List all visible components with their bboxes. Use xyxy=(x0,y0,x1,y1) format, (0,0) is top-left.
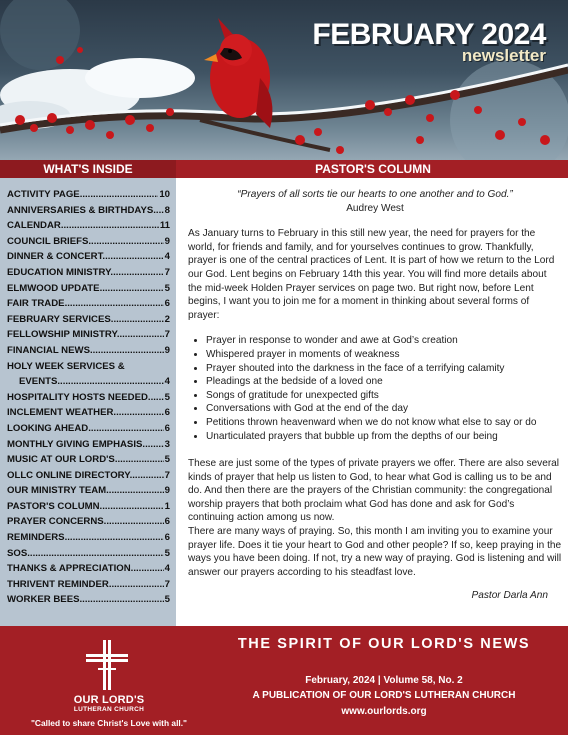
toc-item[interactable]: ACTIVITY PAGE ..... 10 xyxy=(7,187,170,203)
toc-item[interactable]: MONTHLY GIVING EMPHASIS ..... 3 xyxy=(7,437,170,453)
toc-item[interactable]: OUR MINISTRY TEAM ..... 9 xyxy=(7,483,170,499)
masthead-subtitle: newsletter xyxy=(461,46,546,65)
pastors-column xyxy=(188,188,562,603)
toc-item[interactable]: MUSIC AT OUR LORD'S ..... 5 xyxy=(7,452,170,468)
toc-item[interactable]: SOS ..... 5 xyxy=(7,546,170,562)
logo-motto: "Called to share Christ's Love with all." xyxy=(30,718,188,728)
logo-subtitle: LUTHERAN CHURCH xyxy=(73,706,145,713)
column-paragraph: As January turns to February in this still new year, the need for prayers for the world, for friends and family, and for yourselves continues to grow. Thankfully, prayer is one of the central practices of Lent. It is part of how we return to the Lord our God. Lent begins on February 14th this year. You will find more details about the mid-week Holden Prayer services on page two. But right now, before Lent begins, I want you to join me for a moment in thinking about several forms of prayer: xyxy=(188,228,555,321)
toc-item[interactable]: COUNCIL BRIEFS ..... 9 xyxy=(7,234,170,250)
toc-item[interactable]: LOOKING AHEAD ..... 6 xyxy=(7,421,170,437)
table-of-contents xyxy=(0,178,176,626)
list-item: • Unarticulated prayers that bubble up from the depths of our being xyxy=(206,430,562,444)
newsletter-title: THE SPIRIT OF OUR LORD'S NEWS xyxy=(237,636,531,652)
list-item: • Whispered prayer in moments of weakness xyxy=(206,348,562,362)
whats-inside-heading: WHAT'S INSIDE xyxy=(0,160,176,178)
toc-item[interactable]: PRAYER CONCERNS ..... 6 xyxy=(7,514,170,530)
list-item: • Conversations with God at the end of the day xyxy=(206,402,562,416)
list-item: • Petitions thrown heavenward when we do not know what else to say or do xyxy=(206,416,562,430)
column-paragraph: There are many ways of praying. So, this month I am inviting you to examine your prayer life. Does it tie your heart to God and other people? If so, keep praying in the ways you have been doing. If not, try a new way of praying. God is listening and will answer our prayers according to his steadfast love. xyxy=(188,526,562,578)
footer xyxy=(0,626,568,735)
toc-item[interactable]: FELLOWSHIP MINISTRY ..... 7 xyxy=(7,327,170,343)
list-item: • Songs of gratitude for unexpected gifts xyxy=(206,389,562,403)
toc-item[interactable]: PASTOR'S COLUMN ..... 1 xyxy=(7,499,170,515)
church-logo xyxy=(16,636,202,732)
toc-item[interactable]: ANNIVERSARIES & BIRTHDAYS ..... 8 xyxy=(7,203,170,219)
list-item: • Prayer shouted into the darkness in the face of a terrifying calamity xyxy=(206,362,562,376)
toc-item[interactable]: EDUCATION MINISTRY ..... 7 xyxy=(7,265,170,281)
list-item: • Pleadings at the bedside of a loved one xyxy=(206,375,562,389)
toc-item[interactable]: FAIR TRADE ..... 6 xyxy=(7,296,170,312)
prayer-forms-list xyxy=(188,334,562,443)
list-item: • Prayer in response to wonder and awe at God’s creation xyxy=(206,334,562,348)
masthead-banner xyxy=(0,0,568,160)
issue-info: February, 2024 | Volume 58, No. 2 xyxy=(305,675,463,686)
toc-item[interactable]: OLLC ONLINE DIRECTORY ..... 7 xyxy=(7,468,170,484)
toc-item[interactable]: FINANCIAL NEWS ..... 9 xyxy=(7,343,170,359)
toc-item[interactable]: WORKER BEES ..... 5 xyxy=(7,592,170,608)
toc-item[interactable]: THANKS & APPRECIATION ..... 4 xyxy=(7,561,170,577)
epigraph-quote: “Prayers of all sorts tie our hearts to one another and to God.” xyxy=(237,189,513,200)
toc-item[interactable]: HOSPITALITY HOSTS NEEDED ..... 5 xyxy=(7,390,170,406)
cross-logo-icon xyxy=(76,638,136,692)
toc-item[interactable]: THRIVENT REMINDER ..... 7 xyxy=(7,577,170,593)
epigraph-author: Audrey West xyxy=(346,202,404,214)
masthead-title: FEBRUARY 2024 xyxy=(312,18,546,51)
toc-item[interactable]: HOLY WEEK SERVICES & EVENTS ..... 4 xyxy=(7,359,170,390)
toc-item[interactable]: DINNER & CONCERT ..... 4 xyxy=(7,249,170,265)
toc-item[interactable]: INCLEMENT WEATHER ..... 6 xyxy=(7,405,170,421)
website-link[interactable]: www.ourlords.org xyxy=(341,706,427,717)
toc-item[interactable]: FEBRUARY SERVICES ..... 2 xyxy=(7,312,170,328)
toc-item[interactable]: ELMWOOD UPDATE ..... 5 xyxy=(7,281,170,297)
column-paragraph: These are just some of the types of private prayers we offer. There are also several kinds of prayer that help us listen to God, to hear what God is calling us to be and do. And then there are the prayers of the Christian community: the congregational worship prayers that both proclaim what God has done and ask for God’s continuing action among us now. xyxy=(188,458,560,524)
toc-item[interactable]: CALENDAR ..... 11 xyxy=(7,218,170,234)
publisher-line: A PUBLICATION OF OUR LORD'S LUTHERAN CHURCH xyxy=(252,690,516,701)
pastors-column-heading: PASTOR'S COLUMN xyxy=(315,162,431,176)
signature: Pastor Darla Ann xyxy=(471,590,548,602)
toc-item[interactable]: REMINDERS ..... 6 xyxy=(7,530,170,546)
logo-name: OUR LORD'S xyxy=(73,694,145,706)
